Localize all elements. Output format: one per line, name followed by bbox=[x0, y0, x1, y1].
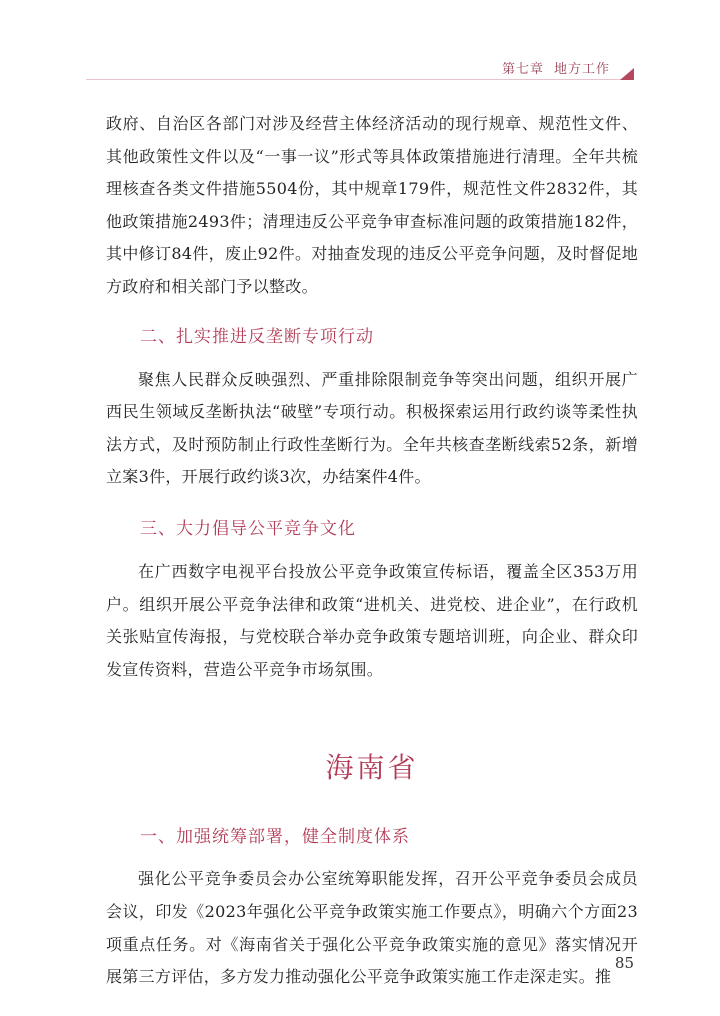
section-heading: 三、大力倡导公平竞争文化 bbox=[140, 518, 356, 539]
province-title: 海南省 bbox=[325, 751, 419, 785]
paragraph: 聚焦人民群众反映强烈、严重排除限制竞争等突出问题，组织开展广西民生领域反垄断执法“破壁”专项行动。积极探索运用行政约谈等柔性执法方式，及时预防制止行政性垄断行为。全年共核查垄断线索52条，新增立案3件，开展行政约谈3次，办结案件4件。 bbox=[106, 369, 638, 487]
running-header-text bbox=[492, 58, 610, 77]
header-corner-mark bbox=[620, 68, 634, 80]
page-body bbox=[106, 108, 638, 994]
paragraph-continued: 政府、自治区各部门对涉及经营主体经济活动的现行规章、规范性文件、其他政策性文件以及“一事一议”形式等具体政策措施进行清理。全年共梳理核查各类文件措施5504份，其中规章179件，规范性文件2832件，其他政策措施2493件；清理违反公平竞争审查标准问题的政策措施182件，其中修订84件，废止92件。对抽查发现的违反公平竞争问题，及时督促地方政府和相关部门予以整改。 bbox=[106, 114, 638, 296]
paragraph: 在广西数字电视平台投放公平竞争政策宣传标语，覆盖全区353万用户。组织开展公平竞争法律和政策“进机关、进党校、进企业”，在行政机关张贴宣传海报，与党校联合举办竞争政策专题培训班，向企业、群众印发宣传资料，营造公平竞争市场氛围。 bbox=[106, 561, 638, 679]
section-heading: 二、扎实推进反垄断专项行动 bbox=[140, 326, 374, 347]
chapter-label: 第七章 bbox=[501, 62, 544, 77]
section-label: 地方工作 bbox=[553, 62, 610, 77]
header-rule bbox=[86, 79, 634, 80]
paragraph: 强化公平竞争委员会办公室统筹职能发挥，召开公平竞争委员会成员会议，印发《2023年强化公平竞争政策实施工作要点》，明确六个方面23项重点任务。对《海南省关于强化公平竞争政策实施的意见》落实情况开展第三方评估，多方发力推动强化公平竞争政策实施工作走深走实。推 bbox=[106, 869, 638, 987]
running-header bbox=[86, 56, 634, 80]
section-heading: 一、加强统筹部署，健全制度体系 bbox=[140, 827, 410, 848]
page-number: 85 bbox=[614, 954, 634, 972]
